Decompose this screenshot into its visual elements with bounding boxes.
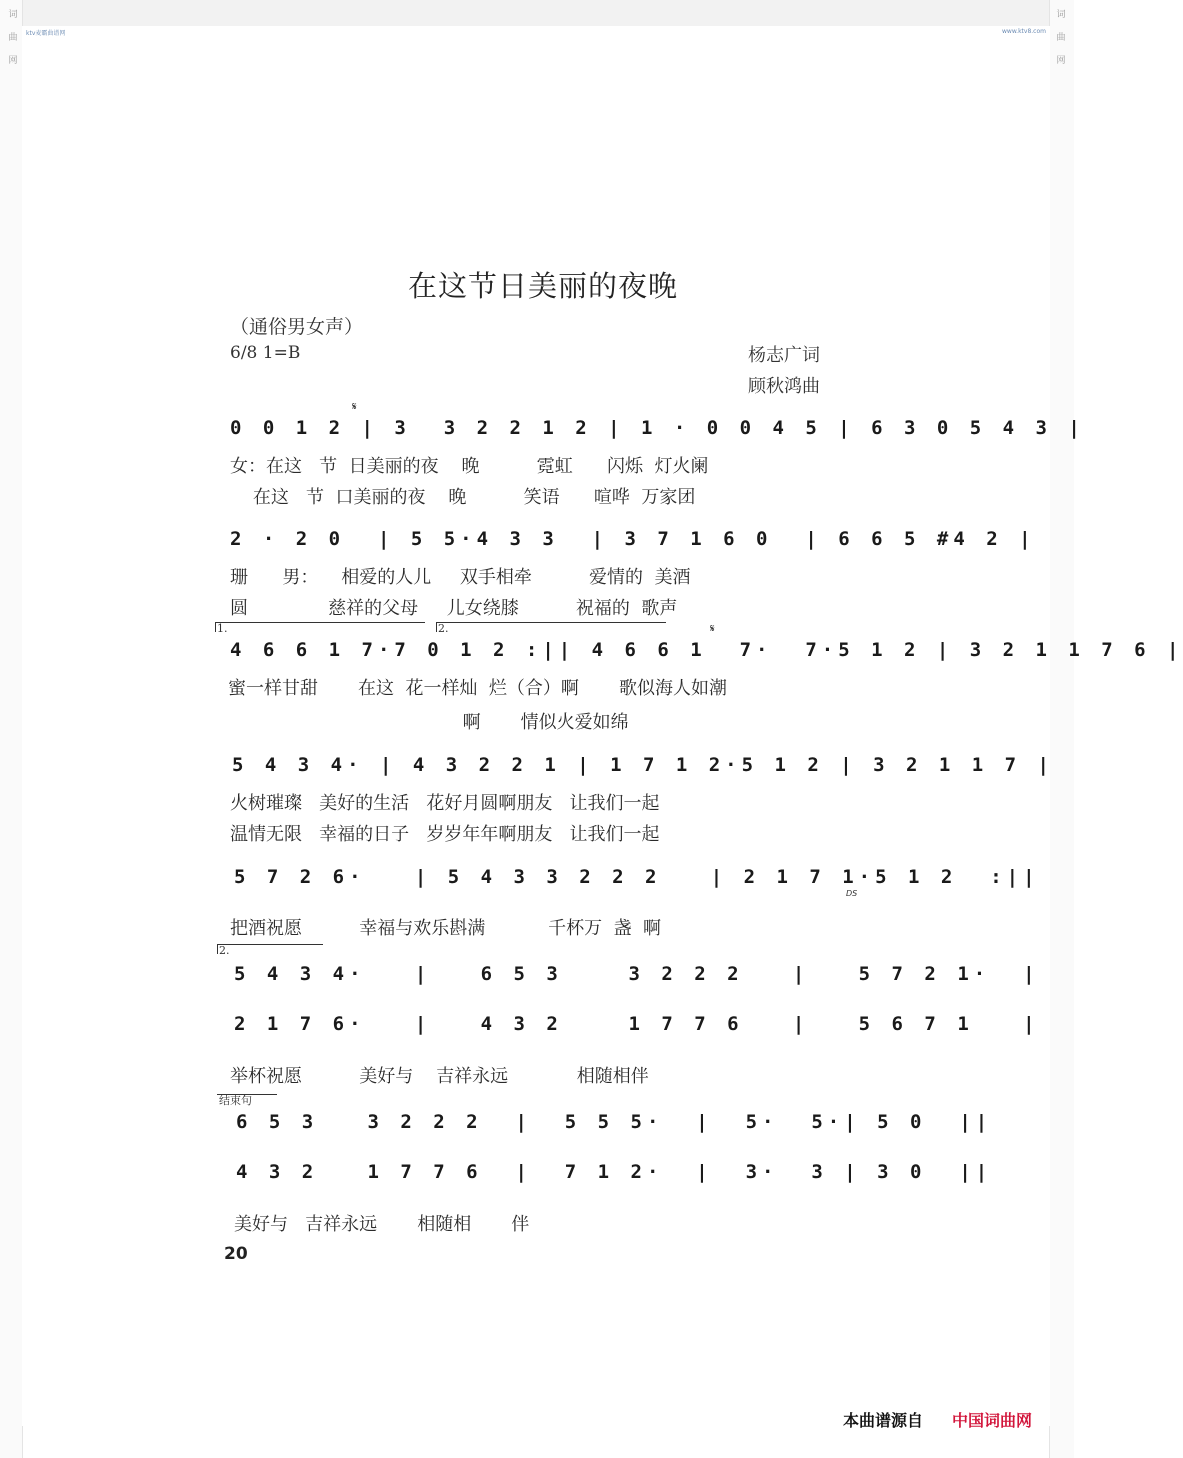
volta-bracket (436, 622, 666, 623)
lyric-row: 蜜一样甘甜 在这 花一样灿 烂（合）啊 歌似海人如潮 (228, 678, 727, 699)
key-signature: 6/8 1=B (230, 343, 301, 363)
volta-bracket (217, 944, 323, 945)
lyricist-credit: 杨志广词 (748, 345, 820, 366)
ds-marking: DS (846, 889, 858, 898)
notation-row: 2 1 7 6· | 4 3 2 1 7 7 6 | 5 6 7 1 | (234, 1013, 1040, 1035)
wm-char: 曲 (1056, 33, 1066, 43)
header-site-left: ktv麦霸曲谱网 (26, 30, 66, 37)
lyric-row: 珊 男： 相爱的人儿 双手相牵 爱情的 美酒 (230, 567, 691, 588)
volta-bracket-edge (436, 622, 437, 632)
lyric-row: 温情无限 幸福的日子 岁岁年年啊朋友 让我们一起 (230, 824, 660, 845)
right-watermark-column (1050, 0, 1072, 77)
volta-bracket-edge (217, 944, 218, 954)
footer-source: 本曲谱源自 (843, 1411, 924, 1430)
scan-right-edge (1049, 0, 1074, 1458)
lyric-row: 火树璀璨 美好的生活 花好月圆啊朋友 让我们一起 (230, 793, 660, 814)
lyric-row: 圆 慈祥的父母 儿女绕膝 祝福的 歌声 (230, 598, 678, 619)
notation-row: 4 3 2 1 7 7 6 | 7 1 2· | 3· 3 | 3 0 || (236, 1161, 993, 1183)
composer-credit: 顾秋鸿曲 (748, 376, 820, 397)
lyric-row: 美好与 吉祥永远 相随相 伴 (234, 1214, 530, 1235)
notation-row: 4 6 6 1 7·7 0 1 2 :|| 4 6 6 1 7· 7·5 1 2 | 3 2 1 1 7 6 | (230, 639, 1183, 661)
notation-row: 6 5 3 3 2 2 2 | 5 5 5· | 5· 5·| 5 0 || (236, 1111, 993, 1133)
lyric-row: 把酒祝愿 幸福与欢乐斟满 千杯万 盏 啊 (230, 918, 662, 939)
wm-char: 曲 (8, 33, 18, 43)
wm-char: 词 (8, 10, 18, 20)
ending-label: 结束句 (219, 1094, 252, 1107)
wm-char: 网 (1056, 56, 1066, 66)
volta-bracket (215, 622, 425, 623)
lyric-row: 啊 情似火爱如绵 (228, 712, 629, 733)
lyric-row: 举杯祝愿 美好与 吉祥永远 相随相伴 (230, 1066, 649, 1087)
notation-row: 5 4 3 4· | 4 3 2 2 1 | 1 7 1 2·5 1 2 | 3 2 1 1 7 | (232, 754, 1054, 776)
scan-top-edge (0, 0, 1074, 26)
voice-type: （通俗男女声） (230, 316, 364, 338)
lyric-row: 女：在这 节 日美丽的夜 晚 霓虹 闪烁 灯火阑 (230, 456, 709, 477)
header-site-right: www.ktv8.com (1002, 28, 1046, 35)
left-watermark-column (2, 0, 24, 77)
segno-mark: 𝄋 (352, 400, 357, 413)
notation-row: 0 0 1 2 | 3 3 2 2 1 2 | 1 · 0 0 4 5 | 6 3 0 5 4 3 | (230, 417, 1085, 439)
lyric-row: 在这 节 口美丽的夜 晚 笑语 喧哗 万家团 (230, 487, 696, 508)
notation-row: 5 4 3 4· | 6 5 3 3 2 2 2 | 5 7 2 1· | (234, 963, 1040, 985)
volta-bracket-edge (215, 622, 216, 632)
volta-2-label: 2. (438, 622, 449, 635)
volta-2-label: 2. (219, 944, 230, 957)
wm-char: 网 (8, 56, 18, 66)
segno-mark: 𝄋 (710, 622, 715, 635)
page-number: 20 (224, 1244, 248, 1264)
notation-row: 5 7 2 6· | 5 4 3 3 2 2 2 | 2 1 7 1·5 1 2 :|| (234, 866, 1040, 888)
notation-row: 2 · 2 0 | 5 5·4 3 3 | 3 7 1 6 0 | 6 6 5 #4 2 | (230, 528, 1036, 550)
footer-site-link[interactable]: 中国词曲网 (952, 1411, 1033, 1430)
wm-char: 词 (1056, 10, 1066, 20)
scan-left-edge (0, 0, 23, 1458)
volta-1-label: 1. (217, 622, 228, 635)
song-title: 在这节日美丽的夜晚 (408, 269, 679, 303)
